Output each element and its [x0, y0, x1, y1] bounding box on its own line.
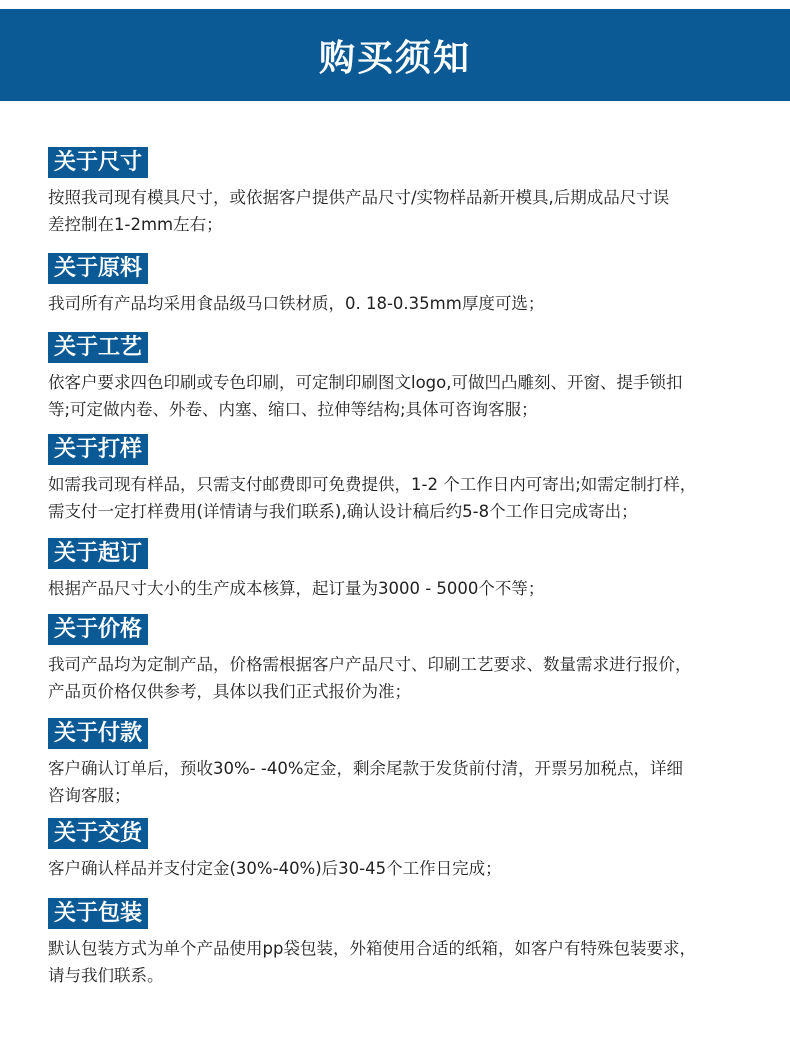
section-title-payment: 关于付款 — [48, 718, 148, 749]
section-text-craft: 依客户要求四色印刷或专色印刷，可定制印刷图文logo,可做凹凸雕刻、开窗、提手锁扣 等;可定做内卷、外卷、内塞、缩口、拉伸等结构;具体可咨询客服； — [48, 373, 683, 419]
section-title-packaging: 关于包装 — [48, 898, 148, 929]
section-text-price: 我司产品均为定制产品，价格需根据客户产品尺寸、印刷工艺要求、数量需求进行报价， 产品页价格仅供参考，具体以我们正式报价为准； — [48, 655, 692, 701]
section-material — [48, 253, 758, 317]
section-text-moq: 根据产品尺寸大小的生产成本核算，起订量为3000 - 5000个不等； — [48, 579, 545, 598]
section-text-sample: 如需我司现有样品，只需支付邮费即可免费提供，1-2 个工作日内可寄出;如需定制打样， 需支付一定打样费用(详情请与我们联系),确认设计稿后约5-8个工作日完成寄出； — [48, 475, 697, 521]
section-title-moq: 关于起订 — [48, 538, 148, 569]
section-title-sample: 关于打样 — [48, 434, 148, 465]
section-price — [48, 614, 758, 705]
section-payment — [48, 718, 758, 809]
section-title-size: 关于尺寸 — [48, 147, 148, 178]
section-text-delivery: 客户确认样品并支付定金(30%-40%)后30-45个工作日完成； — [48, 859, 502, 878]
section-sample — [48, 434, 758, 525]
section-title-price: 关于价格 — [48, 614, 148, 645]
section-craft — [48, 332, 758, 423]
page-title: 购买须知 — [318, 37, 471, 79]
section-size — [48, 147, 758, 238]
section-title-material: 关于原料 — [48, 253, 148, 284]
section-delivery — [48, 818, 758, 882]
section-moq — [48, 538, 758, 602]
header-banner — [0, 9, 790, 101]
section-packaging — [48, 898, 758, 989]
section-text-payment: 客户确认订单后，预收30%- -40%定金，剩余尾款于发货前付清，开票另加税点，详细 咨询客服； — [48, 759, 684, 805]
section-text-material: 我司所有产品均采用食品级马口铁材质，0. 18-0.35mm厚度可选； — [48, 294, 545, 313]
section-title-delivery: 关于交货 — [48, 818, 148, 849]
section-text-packaging: 默认包装方式为单个产品使用pp袋包装，外箱使用合适的纸箱，如客户有特殊包装要求， 请与我们联系。 — [48, 939, 696, 985]
section-text-size: 按照我司现有模具尺寸，或依据客户提供产品尺寸/实物样品新开模具,后期成品尺寸误 差控制在1-2mm左右； — [48, 188, 670, 234]
section-title-craft: 关于工艺 — [48, 332, 148, 363]
